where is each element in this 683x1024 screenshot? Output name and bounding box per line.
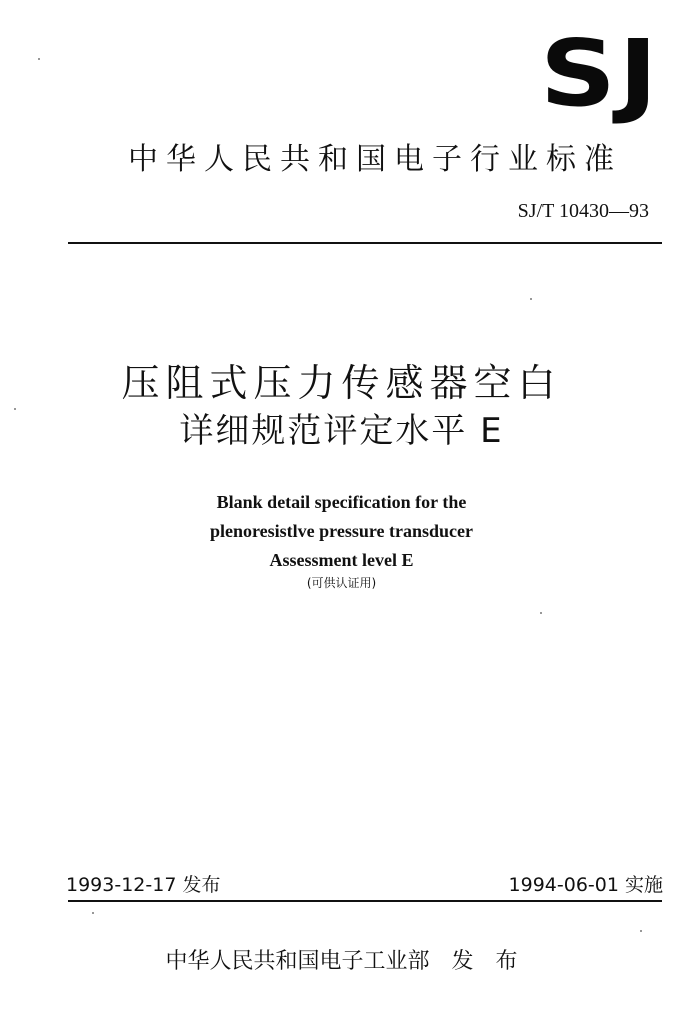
bottom-divider <box>68 900 662 902</box>
scan-speck <box>530 298 532 300</box>
standard-number: SJ/T 10430—93 <box>517 200 649 222</box>
scan-speck <box>92 912 94 914</box>
chinese-title-line-1: 压阻式压力传感器空白 <box>121 361 562 405</box>
english-title-line-1: Blank detail specification for the <box>216 492 467 512</box>
implementation-date: 1994-06-01 实施 <box>508 874 663 896</box>
scan-speck <box>14 408 16 410</box>
issue-date: 1993-12-17 发布 <box>66 874 221 896</box>
scan-speck <box>540 612 542 614</box>
top-divider <box>68 242 662 244</box>
organization-title: 中华人民共和国电子行业标准 <box>128 142 622 177</box>
chinese-title-line-2: 详细规范评定水平 E <box>179 411 504 451</box>
english-title-line-3: Assessment level E <box>269 550 414 570</box>
scan-speck <box>38 58 40 60</box>
sj-logo: SJ <box>539 20 660 127</box>
english-title-line-2: plenoresistlve pressure transducer <box>210 521 473 541</box>
scan-speck <box>640 930 642 932</box>
certification-note: (可供认证用) <box>306 576 377 590</box>
publisher: 中华人民共和国电子工业部 发 布 <box>165 949 518 974</box>
english-title <box>0 488 683 575</box>
